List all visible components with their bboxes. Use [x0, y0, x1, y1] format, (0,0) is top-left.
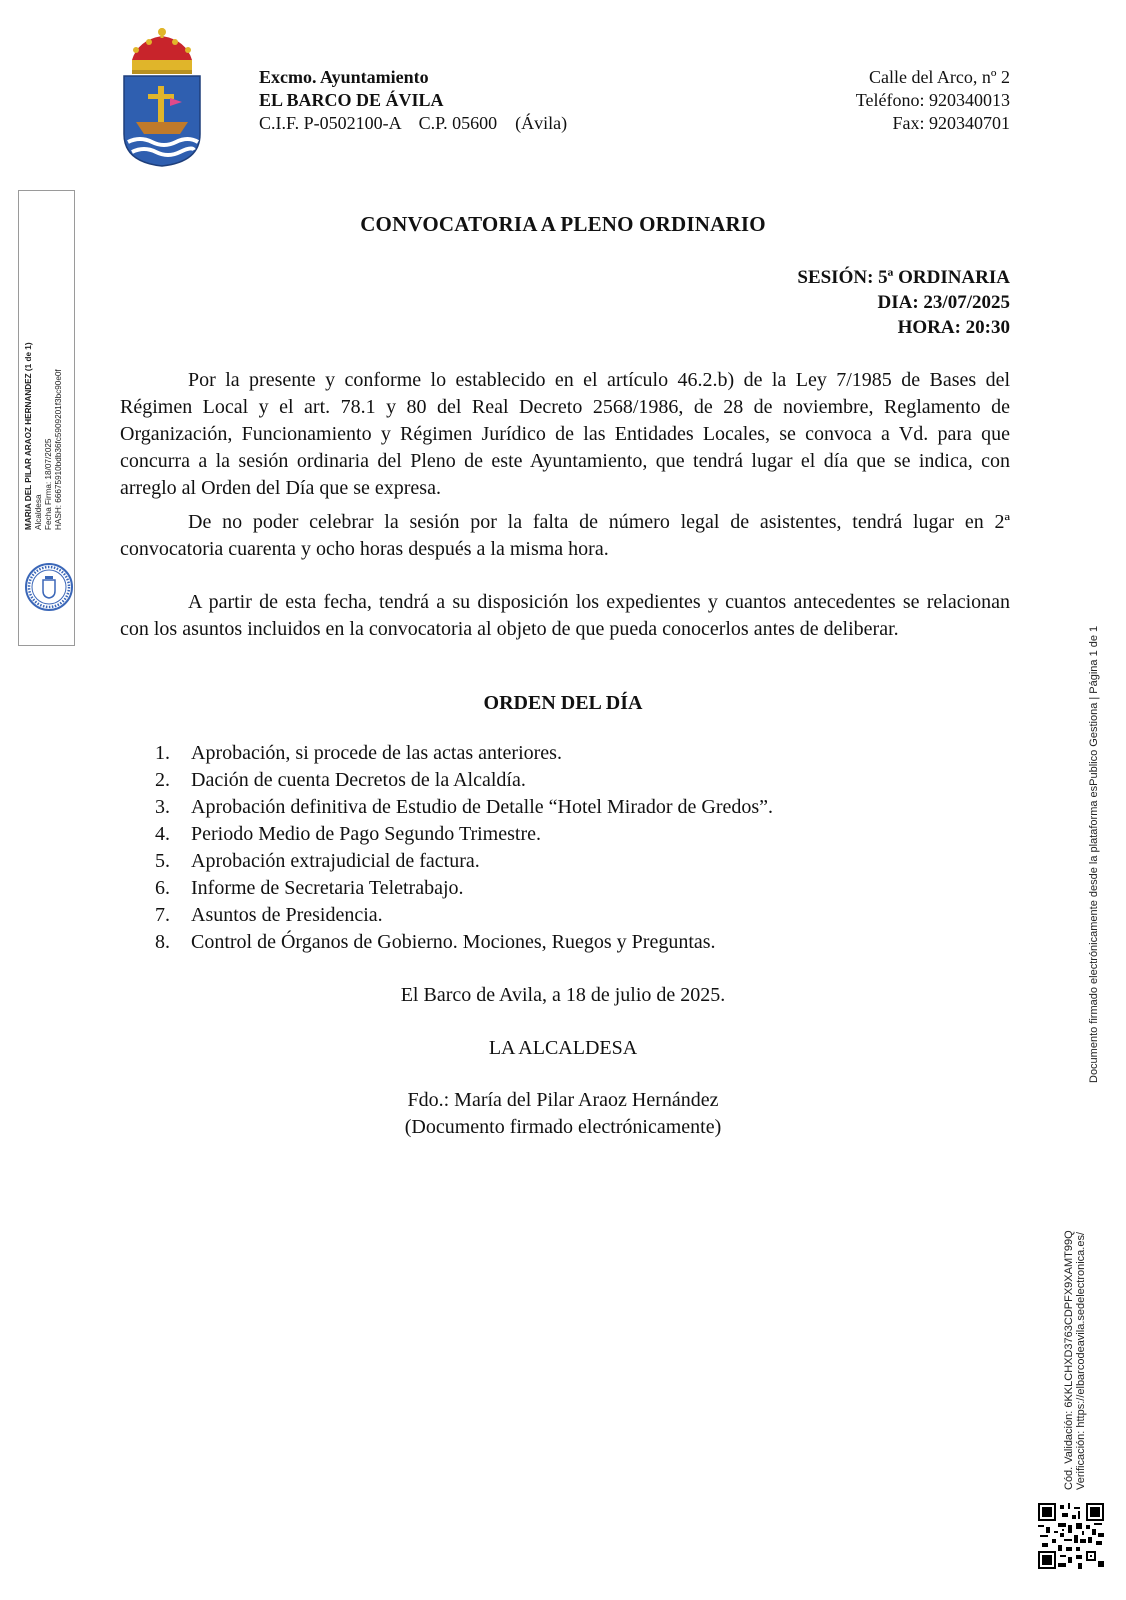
agenda-item [150, 740, 773, 767]
org-phone: Teléfono: 920340013 [855, 90, 1010, 110]
org-cif: C.I.F. P-0502100-A C.P. 05600 (Ávila) [259, 113, 568, 133]
signature-signer: MARIA DEL PILAR ARAOZ HERNANDEZ (1 de 1) [24, 342, 33, 530]
agenda-item [150, 794, 773, 821]
session-time: HORA: 20:30 [897, 317, 1010, 338]
paragraph-documents-text: A partir de esta fecha, tendrá a su disposición los expedientes y cuantos antecedentes se relacionan con los asuntos incluidos en la convocatoria al objeto de que pueda conocerlos antes de deliberar. [120, 591, 1010, 640]
paragraph-second-call [120, 509, 1010, 563]
paragraph-convocation-text: Por la presente y conforme lo establecido en el artículo 46.2.b) de la Ley 7/1985 de Bases del Régimen Local y el art. 78.1 y 80 del Real Decreto 2568/1986, de 28 de noviembre, Reglamento de Organización, Funcionamiento y Régimen Jurídico de las Entidades Locales, se convoca a Vd. para que concurra a la sesión ordinaria del Pleno de este Ayuntamiento, que tendrá lugar el día que se indica, con arreglo al Orden del Día que se expresa. [120, 369, 1010, 499]
session-date: DIA: 23/07/2025 [877, 292, 1010, 313]
agenda-item [150, 848, 773, 875]
agenda-item-number: 7. [155, 904, 170, 926]
paragraph-convocation [120, 367, 1010, 502]
agenda-item-number: 2. [155, 769, 170, 791]
signer-name: Fdo.: María del Pilar Araoz Hernández [407, 1089, 719, 1111]
agenda-item [150, 929, 773, 956]
header-organization [259, 66, 567, 135]
validation-code: Cód. Validación: 6KKLCHXD3763CDPFX9XAMT99Q [1063, 1230, 1075, 1490]
paragraph-second-call-text: De no poder celebrar la sesión por la falta de número legal de asistentes, tendrá lugar en 2ª convocatoria cuarenta y ocho horas después a la misma hora. [120, 511, 1010, 560]
agenda-item-text: Informe de Secretaria Teletrabajo. [191, 877, 464, 899]
agenda-item [150, 875, 773, 902]
signature-date: Fecha Firma: 18/07/2025 [44, 438, 53, 530]
header-contact [856, 66, 1010, 135]
agenda-item-text: Aprobación extrajudicial de factura. [191, 850, 480, 872]
agenda-item-number: 1. [155, 742, 170, 764]
place-date: El Barco de Avila, a 18 de julio de 2025. [400, 984, 726, 1006]
session-info [797, 265, 1010, 340]
agenda-title: ORDEN DEL DÍA [483, 692, 643, 714]
agenda-item [150, 767, 773, 794]
document-title: CONVOCATORIA A PLENO ORDINARIO [360, 212, 766, 236]
agenda-list [150, 740, 773, 956]
platform-footer-right: Documento firmado electrónicamente desde la plataforma esPublico Gestiona | Página 1 de 1 [1088, 625, 1100, 1083]
agenda-item [150, 902, 773, 929]
agenda-item-text: Periodo Medio de Pago Segundo Trimestre. [191, 823, 541, 845]
signed-note: (Documento firmado electrónicamente) [404, 1116, 722, 1138]
org-name-line1: Excmo. Ayuntamiento [259, 67, 429, 87]
agenda-item-number: 3. [155, 796, 170, 818]
agenda-item-number: 6. [155, 877, 170, 899]
org-address: Calle del Arco, nº 2 [868, 67, 1010, 87]
municipal-seal-icon [24, 562, 74, 612]
agenda-item-text: Aprobación definitiva de Estudio de Detalle “Hotel Mirador de Gredos”. [191, 796, 774, 818]
coat-of-arms-icon [118, 26, 206, 168]
agenda-item-number: 5. [155, 850, 170, 872]
validation-url: Verificación: https://elbarcodeavila.sedelectronica.es/ [1075, 1231, 1087, 1490]
agenda-item-text: Aprobación, si procede de las actas anteriores. [191, 742, 562, 764]
org-name-line2: EL BARCO DE ÁVILA [259, 90, 444, 110]
signature-hash: HASH: 66675910bdb36fc5909201f3bc90e0f [54, 369, 63, 530]
org-fax: Fax: 920340701 [892, 113, 1010, 133]
session-number: SESIÓN: 5ª ORDINARIA [797, 267, 1010, 288]
qr-code-icon [1038, 1503, 1104, 1569]
agenda-item-number: 8. [155, 931, 170, 953]
agenda-item-text: Dación de cuenta Decretos de la Alcaldía. [191, 769, 526, 791]
signer-role: LA ALCALDESA [488, 1037, 638, 1059]
signature-role: Alcaldesa [34, 494, 43, 530]
agenda-item-text: Control de Órganos de Gobierno. Mociones, Ruegos y Preguntas. [191, 931, 716, 953]
agenda-item-number: 4. [155, 823, 170, 845]
paragraph-documents [120, 589, 1010, 643]
agenda-item [150, 821, 773, 848]
agenda-item-text: Asuntos de Presidencia. [191, 904, 383, 926]
signature-text [24, 342, 64, 530]
validation-block [1063, 1230, 1087, 1490]
